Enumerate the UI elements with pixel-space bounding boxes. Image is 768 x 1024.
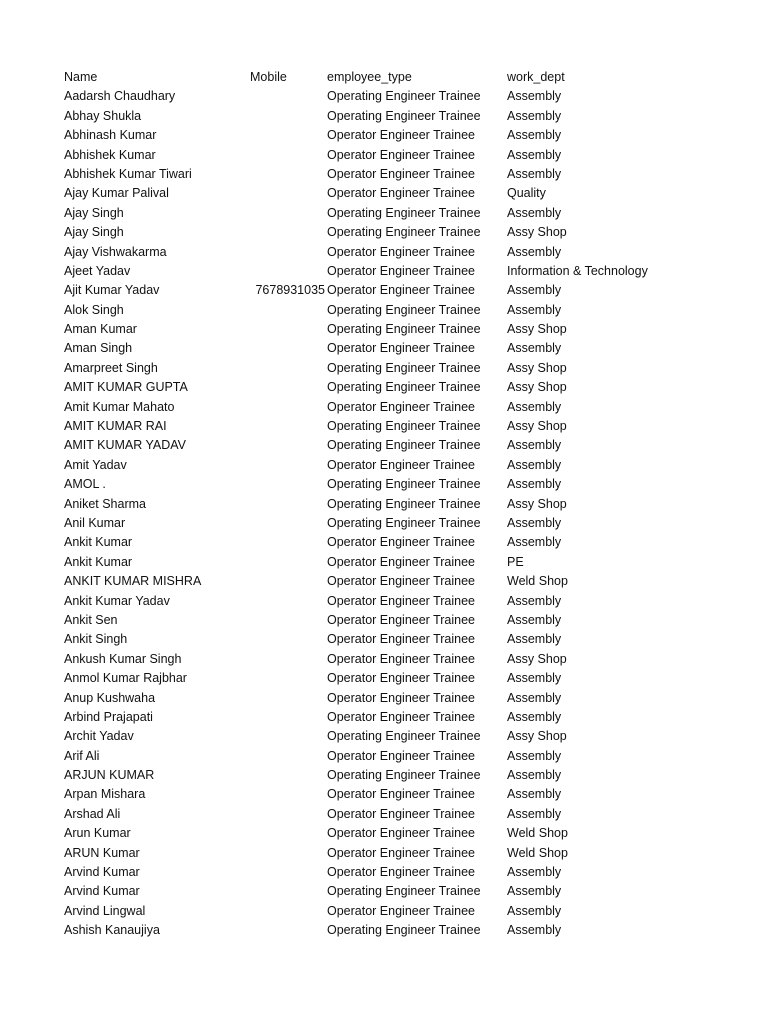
cell-employee-type: Operator Engineer Trainee [327,845,476,860]
table-row [64,165,744,184]
cell-name: Ankit Kumar Yadav [64,593,170,608]
cell-work-dept: Weld Shop [507,574,568,589]
cell-employee-type: Operator Engineer Trainee [327,787,476,802]
table-row [64,553,744,572]
table-row [64,514,744,533]
cell-employee-type: Operator Engineer Trainee [327,283,476,298]
cell-work-dept: Assembly [507,399,562,414]
cell-employee-type: Operating Engineer Trainee [327,322,481,337]
table-row [64,844,744,863]
cell-name: ARUN Kumar [64,845,140,860]
cell-employee-type: Operating Engineer Trainee [327,302,481,317]
cell-employee-type: Operator Engineer Trainee [327,535,476,550]
table-row [64,456,744,475]
cell-name: Amit Kumar Mahato [64,399,175,414]
cell-employee-type: Operating Engineer Trainee [327,89,481,104]
cell-name: Ankit Kumar [64,535,133,550]
cell-employee-type: Operator Engineer Trainee [327,341,476,356]
cell-employee-type: Operator Engineer Trainee [327,748,476,763]
cell-name: Aniket Sharma [64,496,146,511]
cell-employee-type: Operating Engineer Trainee [327,477,481,492]
cell-work-dept: Assy Shop [507,360,567,375]
table-row [64,184,744,203]
table-row [64,727,744,746]
table-body [64,87,744,940]
cell-work-dept: Assy Shop [507,419,567,434]
cell-name: Alok Singh [64,302,124,317]
cell-name: Aman Kumar [64,322,137,337]
table-row [64,882,744,901]
cell-name: Aadarsh Chaudhary [64,89,176,104]
cell-name: Ajit Kumar Yadav [64,283,160,298]
cell-work-dept: PE [507,554,524,569]
cell-employee-type: Operating Engineer Trainee [327,205,481,220]
cell-work-dept: Assembly [507,903,562,918]
cell-name: Ankit Sen [64,612,118,627]
cell-name: Arvind Kumar [64,865,140,880]
cell-work-dept: Assembly [507,438,562,453]
cell-work-dept: Assembly [507,535,562,550]
cell-mobile: 7678931035 [255,283,325,298]
cell-employee-type: Operating Engineer Trainee [327,360,481,375]
cell-name: AMIT KUMAR RAI [64,419,167,434]
cell-work-dept: Assembly [507,787,562,802]
cell-work-dept: Assy Shop [507,322,567,337]
table-row [64,592,744,611]
cell-name: Abhishek Kumar [64,147,156,162]
cell-work-dept: Assembly [507,477,562,492]
cell-employee-type: Operator Engineer Trainee [327,632,476,647]
table-row [64,204,744,223]
cell-employee-type: Operator Engineer Trainee [327,574,476,589]
table-header [64,68,744,87]
cell-name: Ajeet Yadav [64,263,131,278]
table-row [64,378,744,397]
cell-employee-type: Operator Engineer Trainee [327,826,476,841]
table-row [64,902,744,921]
cell-name: Arif Ali [64,748,100,763]
cell-work-dept: Assembly [507,89,562,104]
cell-work-dept: Weld Shop [507,845,568,860]
table-row [64,436,744,455]
cell-employee-type: Operator Engineer Trainee [327,865,476,880]
table-row [64,785,744,804]
cell-work-dept: Assembly [507,244,562,259]
table-row [64,766,744,785]
cell-employee-type: Operating Engineer Trainee [327,438,481,453]
cell-name: Arshad Ali [64,806,121,821]
table-row [64,495,744,514]
cell-work-dept: Information & Technology [507,263,648,278]
table-row [64,87,744,106]
cell-work-dept: Assembly [507,709,562,724]
cell-employee-type: Operator Engineer Trainee [327,166,476,181]
table-row [64,146,744,165]
cell-employee-type: Operator Engineer Trainee [327,399,476,414]
cell-name: AMIT KUMAR GUPTA [64,380,188,395]
table-row [64,262,744,281]
header-employee-type: employee_type [327,70,412,84]
table-row [64,533,744,552]
table-row [64,805,744,824]
cell-name: Anmol Kumar Rajbhar [64,671,187,686]
cell-employee-type: Operator Engineer Trainee [327,128,476,143]
cell-work-dept: Assembly [507,166,562,181]
cell-employee-type: Operating Engineer Trainee [327,419,481,434]
table-row [64,747,744,766]
cell-name: Ankit Singh [64,632,128,647]
cell-name: Abhay Shukla [64,108,142,123]
cell-work-dept: Assy Shop [507,729,567,744]
cell-work-dept: Assembly [507,884,562,899]
cell-name: Amarpreet Singh [64,360,158,375]
cell-name: Ajay Vishwakarma [64,244,167,259]
table-row [64,475,744,494]
table-row [64,301,744,320]
cell-employee-type: Operator Engineer Trainee [327,263,476,278]
cell-employee-type: Operator Engineer Trainee [327,612,476,627]
cell-work-dept: Assy Shop [507,496,567,511]
cell-name: ANKIT KUMAR MISHRA [64,574,202,589]
cell-work-dept: Assembly [507,671,562,686]
cell-name: Archit Yadav [64,729,134,744]
table-row [64,243,744,262]
table-row [64,281,744,300]
cell-employee-type: Operating Engineer Trainee [327,923,481,938]
table-row [64,921,744,940]
table-row [64,398,744,417]
table-row [64,669,744,688]
cell-work-dept: Assy Shop [507,380,567,395]
table-row [64,824,744,843]
cell-work-dept: Assembly [507,768,562,783]
cell-employee-type: Operating Engineer Trainee [327,768,481,783]
table-row [64,417,744,436]
cell-work-dept: Assembly [507,457,562,472]
table-row [64,339,744,358]
cell-name: ARJUN KUMAR [64,768,155,783]
cell-work-dept: Assembly [507,515,562,530]
cell-work-dept: Assembly [507,128,562,143]
cell-work-dept: Assembly [507,205,562,220]
cell-employee-type: Operating Engineer Trainee [327,380,481,395]
cell-work-dept: Assy Shop [507,225,567,240]
header-work-dept: work_dept [507,70,565,84]
cell-work-dept: Assembly [507,748,562,763]
cell-employee-type: Operator Engineer Trainee [327,593,476,608]
cell-work-dept: Assembly [507,147,562,162]
cell-employee-type: Operator Engineer Trainee [327,651,476,666]
table-row [64,863,744,882]
cell-employee-type: Operating Engineer Trainee [327,108,481,123]
cell-work-dept: Assembly [507,632,562,647]
cell-name: Ankit Kumar [64,554,133,569]
cell-employee-type: Operating Engineer Trainee [327,496,481,511]
cell-name: Arvind Kumar [64,884,140,899]
cell-employee-type: Operator Engineer Trainee [327,244,476,259]
cell-employee-type: Operator Engineer Trainee [327,690,476,705]
employee-table [64,68,744,941]
cell-work-dept: Assembly [507,923,562,938]
cell-employee-type: Operating Engineer Trainee [327,729,481,744]
cell-name: Anil Kumar [64,515,126,530]
cell-employee-type: Operating Engineer Trainee [327,884,481,899]
cell-work-dept: Assembly [507,593,562,608]
cell-name: Ashish Kanaujiya [64,923,160,938]
cell-employee-type: Operating Engineer Trainee [327,515,481,530]
cell-name: Abhishek Kumar Tiwari [64,166,192,181]
cell-work-dept: Assembly [507,612,562,627]
table-row [64,359,744,378]
table-row [64,223,744,242]
cell-work-dept: Assembly [507,865,562,880]
cell-name: Ajay Singh [64,205,124,220]
table-row [64,572,744,591]
cell-employee-type: Operator Engineer Trainee [327,186,476,201]
cell-employee-type: Operator Engineer Trainee [327,457,476,472]
cell-name: Arpan Mishara [64,787,146,802]
cell-work-dept: Assembly [507,283,562,298]
cell-work-dept: Assembly [507,690,562,705]
cell-name: Arvind Lingwal [64,903,146,918]
cell-employee-type: Operating Engineer Trainee [327,225,481,240]
cell-employee-type: Operator Engineer Trainee [327,806,476,821]
table-row [64,689,744,708]
cell-name: Ajay Kumar Palival [64,186,169,201]
table-row [64,630,744,649]
cell-work-dept: Quality [507,186,546,201]
table-row [64,650,744,669]
cell-name: Abhinash Kumar [64,128,157,143]
cell-name: Ajay Singh [64,225,124,240]
cell-name: AMOL . [64,477,106,492]
table-row [64,107,744,126]
header-name: Name [64,70,98,84]
cell-employee-type: Operator Engineer Trainee [327,554,476,569]
table-row [64,320,744,339]
cell-employee-type: Operator Engineer Trainee [327,903,476,918]
table-row [64,126,744,145]
header-mobile: Mobile [250,70,287,84]
cell-name: Arbind Prajapati [64,709,153,724]
cell-name: Arun Kumar [64,826,131,841]
cell-work-dept: Assembly [507,806,562,821]
cell-employee-type: Operator Engineer Trainee [327,709,476,724]
cell-name: Aman Singh [64,341,133,356]
cell-name: Amit Yadav [64,457,127,472]
cell-employee-type: Operator Engineer Trainee [327,671,476,686]
table-row [64,708,744,727]
cell-work-dept: Weld Shop [507,826,568,841]
cell-name: AMIT KUMAR YADAV [64,438,187,453]
table-row [64,611,744,630]
cell-name: Anup Kushwaha [64,690,156,705]
cell-work-dept: Assembly [507,341,562,356]
cell-name: Ankush Kumar Singh [64,651,182,666]
cell-employee-type: Operator Engineer Trainee [327,147,476,162]
cell-work-dept: Assy Shop [507,651,567,666]
cell-work-dept: Assembly [507,302,562,317]
cell-work-dept: Assembly [507,108,562,123]
